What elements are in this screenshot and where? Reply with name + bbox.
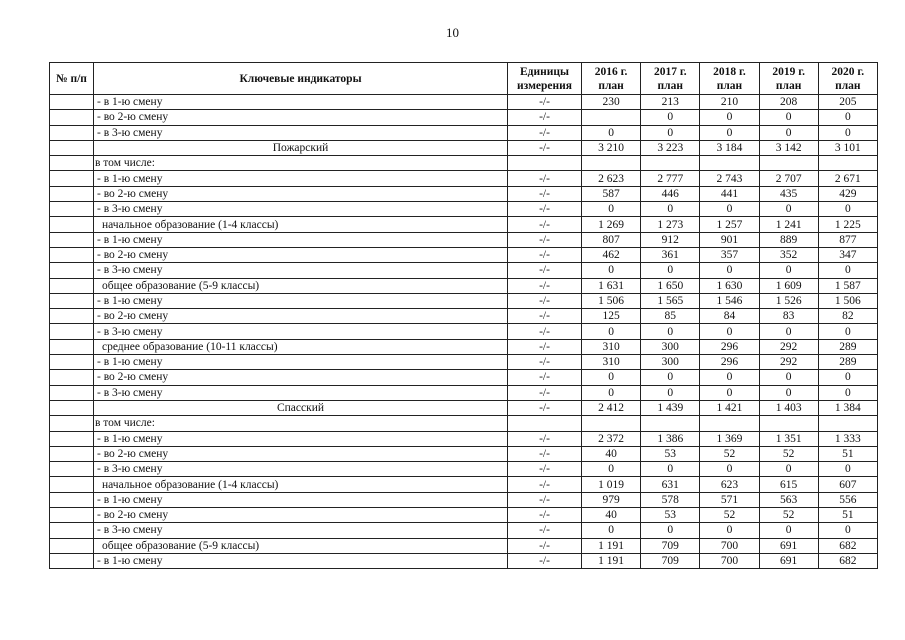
row-value-cell: 53 <box>641 508 700 523</box>
row-num-cell <box>50 508 94 523</box>
row-unit-cell: -/- <box>508 125 582 140</box>
row-value-cell: 0 <box>759 385 818 400</box>
row-value-cell: 51 <box>818 446 877 461</box>
row-value-cell: 631 <box>641 477 700 492</box>
row-value-cell: 556 <box>818 492 877 507</box>
row-indicator-cell: - в 1-ю смену <box>94 553 508 568</box>
row-value-cell: 0 <box>582 202 641 217</box>
row-value-cell <box>582 110 641 125</box>
row-value-cell: 0 <box>641 110 700 125</box>
row-indicator-cell: - во 2-ю смену <box>94 446 508 461</box>
row-unit-cell: -/- <box>508 293 582 308</box>
row-num-cell <box>50 309 94 324</box>
row-value-cell: 0 <box>759 523 818 538</box>
row-value-cell: 300 <box>641 339 700 354</box>
row-num-cell <box>50 538 94 553</box>
row-value-cell: 623 <box>700 477 759 492</box>
row-value-cell: 0 <box>700 462 759 477</box>
row-value-cell: 700 <box>700 553 759 568</box>
row-value-cell: 0 <box>641 125 700 140</box>
row-value-cell: 1 650 <box>641 278 700 293</box>
table-row <box>50 247 878 262</box>
row-value-cell <box>818 156 877 171</box>
row-value-cell: 2 743 <box>700 171 759 186</box>
row-value-cell: 1 191 <box>582 553 641 568</box>
row-num-cell <box>50 186 94 201</box>
row-value-cell: 709 <box>641 553 700 568</box>
row-value-cell: 1 273 <box>641 217 700 232</box>
row-value-cell: 1 384 <box>818 400 877 415</box>
row-indicator-cell: - во 2-ю смену <box>94 110 508 125</box>
row-value-cell <box>582 156 641 171</box>
row-value-cell: 1 631 <box>582 278 641 293</box>
row-value-cell: 0 <box>818 110 877 125</box>
row-unit-cell: -/- <box>508 462 582 477</box>
row-unit-cell: -/- <box>508 278 582 293</box>
row-unit-cell: -/- <box>508 186 582 201</box>
row-value-cell: 0 <box>700 202 759 217</box>
row-indicator-cell: - во 2-ю смену <box>94 247 508 262</box>
row-value-cell: 310 <box>582 355 641 370</box>
table-row <box>50 217 878 232</box>
row-value-cell: 1 019 <box>582 477 641 492</box>
row-unit-cell <box>508 416 582 431</box>
row-value-cell: 357 <box>700 247 759 262</box>
row-value-cell: 2 412 <box>582 400 641 415</box>
row-indicator-cell: - во 2-ю смену <box>94 186 508 201</box>
row-value-cell: 83 <box>759 309 818 324</box>
row-value-cell: 347 <box>818 247 877 262</box>
row-unit-cell: -/- <box>508 309 582 324</box>
row-value-cell: 125 <box>582 309 641 324</box>
row-num-cell <box>50 171 94 186</box>
row-value-cell: 0 <box>759 370 818 385</box>
row-num-cell <box>50 492 94 507</box>
row-value-cell: 0 <box>700 324 759 339</box>
row-value-cell: 2 671 <box>818 171 877 186</box>
row-value-cell: 40 <box>582 508 641 523</box>
row-value-cell: 361 <box>641 247 700 262</box>
row-value-cell: 441 <box>700 186 759 201</box>
row-value-cell: 0 <box>641 523 700 538</box>
table-row <box>50 492 878 507</box>
row-value-cell: 912 <box>641 232 700 247</box>
table-row <box>50 278 878 293</box>
row-value-cell: 578 <box>641 492 700 507</box>
row-num-cell <box>50 523 94 538</box>
row-indicator-cell: - во 2-ю смену <box>94 508 508 523</box>
row-value-cell: 1 257 <box>700 217 759 232</box>
table-row <box>50 95 878 110</box>
row-value-cell: 40 <box>582 446 641 461</box>
table-row <box>50 431 878 446</box>
row-value-cell: 0 <box>641 462 700 477</box>
row-value-cell: 0 <box>700 110 759 125</box>
table-row <box>50 324 878 339</box>
row-unit-cell: -/- <box>508 217 582 232</box>
table-row <box>50 339 878 354</box>
row-num-cell <box>50 263 94 278</box>
row-value-cell: 296 <box>700 355 759 370</box>
table-header <box>50 63 878 95</box>
row-unit-cell: -/- <box>508 508 582 523</box>
row-unit-cell: -/- <box>508 492 582 507</box>
header-indicator: Ключевые индикаторы <box>94 63 508 95</box>
row-value-cell: 1 269 <box>582 217 641 232</box>
row-value-cell: 607 <box>818 477 877 492</box>
table-row <box>50 416 878 431</box>
row-value-cell: 52 <box>759 446 818 461</box>
row-num-cell <box>50 339 94 354</box>
table-row <box>50 309 878 324</box>
row-value-cell: 0 <box>700 385 759 400</box>
row-value-cell: 435 <box>759 186 818 201</box>
row-unit-cell: -/- <box>508 523 582 538</box>
row-value-cell: 1 587 <box>818 278 877 293</box>
header-year-2019: 2019 г. план <box>759 63 818 95</box>
row-num-cell <box>50 125 94 140</box>
row-value-cell: 0 <box>582 462 641 477</box>
row-num-cell <box>50 293 94 308</box>
table-row <box>50 171 878 186</box>
row-value-cell: 352 <box>759 247 818 262</box>
row-value-cell: 462 <box>582 247 641 262</box>
row-value-cell: 300 <box>641 355 700 370</box>
row-num-cell <box>50 416 94 431</box>
row-indicator-cell: - в 1-ю смену <box>94 95 508 110</box>
row-value-cell: 289 <box>818 339 877 354</box>
row-value-cell: 0 <box>818 370 877 385</box>
header-year-2017: 2017 г. план <box>641 63 700 95</box>
row-value-cell: 0 <box>641 370 700 385</box>
table-row <box>50 462 878 477</box>
row-num-cell <box>50 431 94 446</box>
row-value-cell <box>818 416 877 431</box>
row-indicator-cell: Пожарский <box>94 140 508 155</box>
row-value-cell: 1 565 <box>641 293 700 308</box>
row-value-cell: 0 <box>700 263 759 278</box>
row-unit-cell: -/- <box>508 370 582 385</box>
row-unit-cell: -/- <box>508 232 582 247</box>
row-value-cell: 1 609 <box>759 278 818 293</box>
row-value-cell: 0 <box>582 263 641 278</box>
row-num-cell <box>50 370 94 385</box>
row-value-cell: 0 <box>700 523 759 538</box>
table-row <box>50 508 878 523</box>
row-value-cell: 0 <box>759 324 818 339</box>
header-year-2020: 2020 г. план <box>818 63 877 95</box>
row-indicator-cell: - в 1-ю смену <box>94 232 508 247</box>
row-value-cell: 3 101 <box>818 140 877 155</box>
row-value-cell: 0 <box>818 125 877 140</box>
row-value-cell: 230 <box>582 95 641 110</box>
row-value-cell: 0 <box>582 385 641 400</box>
row-value-cell: 0 <box>582 324 641 339</box>
row-value-cell: 52 <box>700 446 759 461</box>
table-row <box>50 523 878 538</box>
row-unit-cell: -/- <box>508 339 582 354</box>
row-value-cell: 0 <box>759 263 818 278</box>
row-value-cell: 292 <box>759 339 818 354</box>
row-value-cell: 2 707 <box>759 171 818 186</box>
row-num-cell <box>50 247 94 262</box>
row-value-cell: 1 225 <box>818 217 877 232</box>
row-indicator-cell: - в 1-ю смену <box>94 431 508 446</box>
row-value-cell: 429 <box>818 186 877 201</box>
row-value-cell: 0 <box>759 202 818 217</box>
row-value-cell: 446 <box>641 186 700 201</box>
row-value-cell: 979 <box>582 492 641 507</box>
table-row <box>50 202 878 217</box>
row-num-cell <box>50 156 94 171</box>
row-value-cell: 1 506 <box>582 293 641 308</box>
row-value-cell: 2 777 <box>641 171 700 186</box>
row-value-cell: 682 <box>818 538 877 553</box>
row-value-cell: 691 <box>759 538 818 553</box>
row-value-cell: 82 <box>818 309 877 324</box>
row-value-cell: 0 <box>818 385 877 400</box>
table-row <box>50 156 878 171</box>
row-value-cell: 296 <box>700 339 759 354</box>
row-indicator-cell: - в 1-ю смену <box>94 293 508 308</box>
row-unit-cell: -/- <box>508 538 582 553</box>
header-num: № п/п <box>50 63 94 95</box>
row-value-cell: 1 630 <box>700 278 759 293</box>
row-value-cell: 210 <box>700 95 759 110</box>
row-value-cell: 0 <box>759 125 818 140</box>
table-body <box>50 95 878 569</box>
row-value-cell: 682 <box>818 553 877 568</box>
row-num-cell <box>50 477 94 492</box>
row-indicator-cell: - в 1-ю смену <box>94 355 508 370</box>
row-unit-cell: -/- <box>508 171 582 186</box>
table-row <box>50 263 878 278</box>
row-value-cell: 2 372 <box>582 431 641 446</box>
row-indicator-cell: - в 3-ю смену <box>94 324 508 339</box>
row-unit-cell: -/- <box>508 202 582 217</box>
row-unit-cell: -/- <box>508 263 582 278</box>
row-num-cell <box>50 553 94 568</box>
header-year-2016: 2016 г. план <box>582 63 641 95</box>
row-value-cell <box>641 416 700 431</box>
row-value-cell: 0 <box>700 370 759 385</box>
row-indicator-cell: начальное образование (1-4 классы) <box>94 477 508 492</box>
row-value-cell: 52 <box>759 508 818 523</box>
row-value-cell: 213 <box>641 95 700 110</box>
row-indicator-cell: Спасский <box>94 400 508 415</box>
table-row <box>50 553 878 568</box>
row-indicator-cell: в том числе: <box>94 416 508 431</box>
row-value-cell: 310 <box>582 339 641 354</box>
row-value-cell: 1 241 <box>759 217 818 232</box>
row-unit-cell: -/- <box>508 140 582 155</box>
table-row <box>50 110 878 125</box>
row-indicator-cell: общее образование (5-9 классы) <box>94 538 508 553</box>
row-indicator-cell: - в 3-ю смену <box>94 462 508 477</box>
row-value-cell: 0 <box>641 385 700 400</box>
row-indicator-cell: - в 1-ю смену <box>94 171 508 186</box>
row-indicator-cell: - в 3-ю смену <box>94 202 508 217</box>
table-row <box>50 385 878 400</box>
row-indicator-cell: - в 3-ю смену <box>94 385 508 400</box>
row-value-cell: 1 403 <box>759 400 818 415</box>
row-value-cell: 0 <box>700 125 759 140</box>
row-value-cell: 3 142 <box>759 140 818 155</box>
row-indicator-cell: - в 1-ю смену <box>94 492 508 507</box>
table-row <box>50 140 878 155</box>
row-indicator-cell: - в 3-ю смену <box>94 125 508 140</box>
table-row <box>50 446 878 461</box>
row-indicator-cell: общее образование (5-9 классы) <box>94 278 508 293</box>
row-num-cell <box>50 278 94 293</box>
row-num-cell <box>50 462 94 477</box>
row-value-cell: 700 <box>700 538 759 553</box>
row-value-cell: 53 <box>641 446 700 461</box>
row-value-cell: 0 <box>818 523 877 538</box>
table-row <box>50 232 878 247</box>
row-value-cell: 563 <box>759 492 818 507</box>
row-value-cell <box>641 156 700 171</box>
row-value-cell: 0 <box>818 202 877 217</box>
row-value-cell: 51 <box>818 508 877 523</box>
row-indicator-cell: - во 2-ю смену <box>94 370 508 385</box>
row-value-cell: 0 <box>759 110 818 125</box>
row-num-cell <box>50 446 94 461</box>
row-num-cell <box>50 324 94 339</box>
row-value-cell: 0 <box>818 462 877 477</box>
row-value-cell: 0 <box>818 324 877 339</box>
row-value-cell <box>700 156 759 171</box>
row-value-cell: 208 <box>759 95 818 110</box>
row-value-cell <box>700 416 759 431</box>
row-num-cell <box>50 217 94 232</box>
row-value-cell: 292 <box>759 355 818 370</box>
row-value-cell: 3 184 <box>700 140 759 155</box>
header-unit: Единицы измерения <box>508 63 582 95</box>
row-indicator-cell: в том числе: <box>94 156 508 171</box>
row-value-cell: 1 333 <box>818 431 877 446</box>
table-row <box>50 125 878 140</box>
row-value-cell: 289 <box>818 355 877 370</box>
row-value-cell: 1 421 <box>700 400 759 415</box>
table-row <box>50 186 878 201</box>
header-year-2018: 2018 г. план <box>700 63 759 95</box>
row-value-cell: 587 <box>582 186 641 201</box>
row-num-cell <box>50 385 94 400</box>
row-value-cell: 3 223 <box>641 140 700 155</box>
row-unit-cell: -/- <box>508 110 582 125</box>
row-value-cell: 1 386 <box>641 431 700 446</box>
row-indicator-cell: - в 3-ю смену <box>94 263 508 278</box>
row-unit-cell: -/- <box>508 431 582 446</box>
row-value-cell: 889 <box>759 232 818 247</box>
row-indicator-cell: начальное образование (1-4 классы) <box>94 217 508 232</box>
row-value-cell <box>759 416 818 431</box>
row-num-cell <box>50 140 94 155</box>
row-unit-cell <box>508 156 582 171</box>
row-value-cell: 0 <box>582 523 641 538</box>
row-value-cell: 1 439 <box>641 400 700 415</box>
table-row <box>50 477 878 492</box>
row-num-cell <box>50 355 94 370</box>
table-row <box>50 355 878 370</box>
row-value-cell: 877 <box>818 232 877 247</box>
row-value-cell: 1 369 <box>700 431 759 446</box>
row-value-cell: 901 <box>700 232 759 247</box>
row-value-cell: 205 <box>818 95 877 110</box>
indicators-table <box>49 62 878 569</box>
row-value-cell: 0 <box>582 370 641 385</box>
table-row <box>50 370 878 385</box>
row-value-cell: 2 623 <box>582 171 641 186</box>
row-value-cell: 1 191 <box>582 538 641 553</box>
row-value-cell <box>759 156 818 171</box>
row-unit-cell: -/- <box>508 385 582 400</box>
row-value-cell: 0 <box>818 263 877 278</box>
row-indicator-cell: - во 2-ю смену <box>94 309 508 324</box>
row-value-cell: 85 <box>641 309 700 324</box>
row-num-cell <box>50 400 94 415</box>
row-indicator-cell: среднее образование (10-11 классы) <box>94 339 508 354</box>
row-value-cell: 1 526 <box>759 293 818 308</box>
row-value-cell: 1 506 <box>818 293 877 308</box>
row-value-cell: 0 <box>641 324 700 339</box>
row-unit-cell: -/- <box>508 324 582 339</box>
row-value-cell: 571 <box>700 492 759 507</box>
row-value-cell: 691 <box>759 553 818 568</box>
row-num-cell <box>50 95 94 110</box>
table-row <box>50 538 878 553</box>
row-unit-cell: -/- <box>508 553 582 568</box>
row-num-cell <box>50 202 94 217</box>
row-value-cell: 0 <box>759 462 818 477</box>
row-value-cell: 807 <box>582 232 641 247</box>
row-value-cell: 615 <box>759 477 818 492</box>
row-unit-cell: -/- <box>508 247 582 262</box>
row-value-cell: 3 210 <box>582 140 641 155</box>
row-unit-cell: -/- <box>508 477 582 492</box>
row-unit-cell: -/- <box>508 355 582 370</box>
row-num-cell <box>50 110 94 125</box>
table-row <box>50 293 878 308</box>
page-number: 10 <box>446 25 459 40</box>
row-unit-cell: -/- <box>508 400 582 415</box>
row-value-cell: 0 <box>582 125 641 140</box>
row-value-cell: 0 <box>641 202 700 217</box>
table-row <box>50 400 878 415</box>
row-value-cell: 52 <box>700 508 759 523</box>
row-num-cell <box>50 232 94 247</box>
row-value-cell: 709 <box>641 538 700 553</box>
row-value-cell: 1 351 <box>759 431 818 446</box>
row-value-cell: 84 <box>700 309 759 324</box>
row-value-cell <box>582 416 641 431</box>
row-unit-cell: -/- <box>508 446 582 461</box>
row-unit-cell: -/- <box>508 95 582 110</box>
row-value-cell: 0 <box>641 263 700 278</box>
row-value-cell: 1 546 <box>700 293 759 308</box>
row-indicator-cell: - в 3-ю смену <box>94 523 508 538</box>
